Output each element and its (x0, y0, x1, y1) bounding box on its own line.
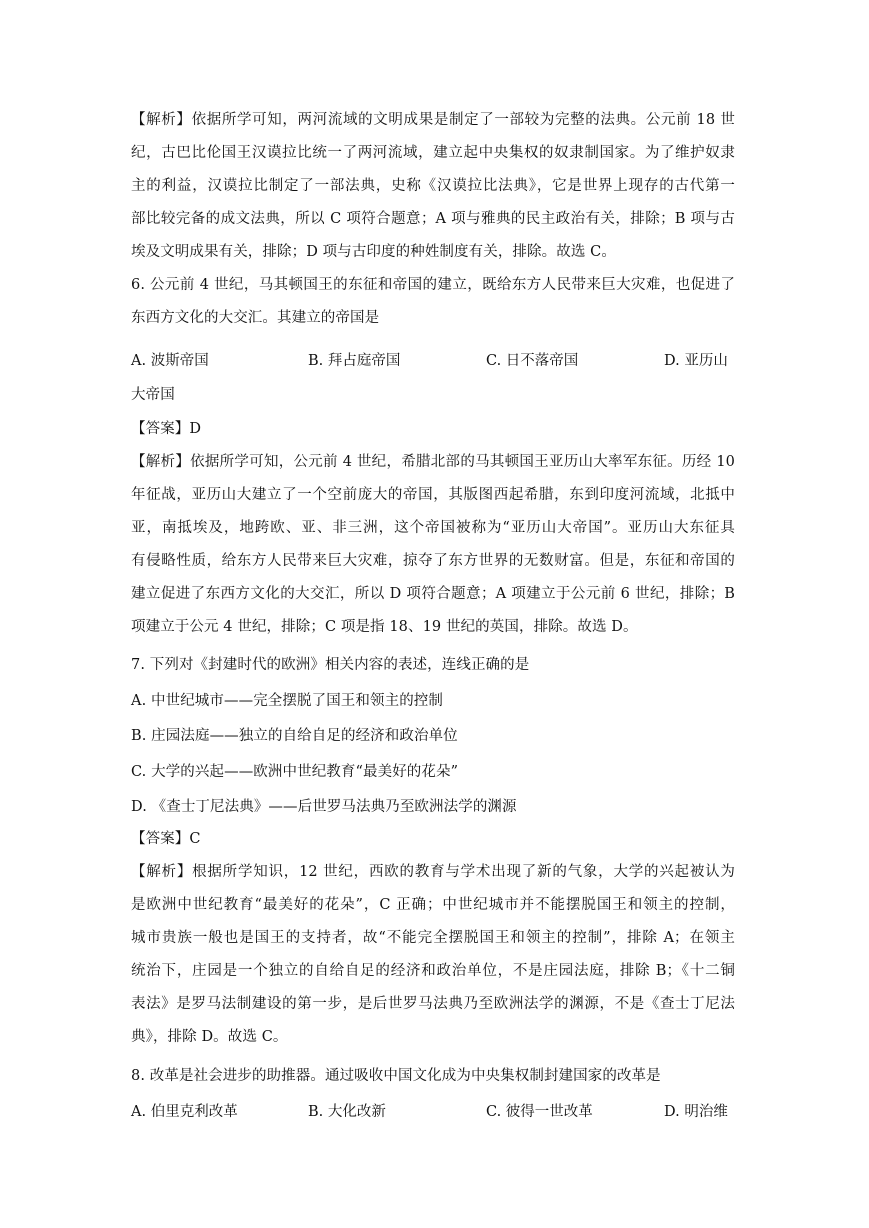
analysis-q5-line4: 部比较完备的成文法典，所以 C 项符合题意；A 项与雅典的民主政治有关，排除；B 项与古 (131, 211, 735, 227)
q8-option-c: C. 彼得一世改革 (486, 1104, 593, 1120)
analysis-q7-line1: 【解析】根据所学知识，12 世纪，西欧的教育与学术出现了新的气象，大学的兴起被认为 (131, 864, 735, 880)
q6-option-c: C. 日不落帝国 (486, 353, 579, 369)
question-8-stem: 8. 改革是社会进步的助推器。通过吸收中国文化成为中央集权制封建国家的改革是 (131, 1068, 661, 1084)
q6-option-b: B. 拜占庭帝国 (308, 353, 401, 369)
analysis-q6-line3: 亚，南抵埃及，地跨欧、亚、非三洲，这个帝国被称为“亚历山大帝国”。亚历山大东征具 (131, 520, 735, 536)
analysis-q6-line4: 有侵略性质，给东方人民带来巨大灾难，掠夺了东方世界的无数财富。但是，东征和帝国的 (131, 553, 735, 569)
analysis-q6-line6: 项建立于公元 4 世纪，排除；C 项是指 18、19 世纪的英国，排除。故选 D。 (131, 619, 638, 635)
analysis-q5-line3: 主的利益，汉谟拉比制定了一部法典，史称《汉谟拉比法典》，它是世界上现存的古代第一 (131, 178, 735, 194)
analysis-q7-line6: 典》，排除 D。故选 C。 (131, 1029, 288, 1045)
q6-option-d: D. 亚历山 (664, 353, 728, 369)
q7-option-d: D. 《查士丁尼法典》——后世罗马法典乃至欧洲法学的渊源 (131, 799, 517, 815)
analysis-q6-line5: 建立促进了东西方文化的大交汇，所以 D 项符合题意；A 项建立于公元前 6 世纪，排除；B (131, 586, 735, 602)
q6-option-a: A. 波斯帝国 (131, 353, 209, 369)
q7-option-b: B. 庄园法庭——独立的自给自足的经济和政治单位 (131, 728, 458, 744)
q7-option-a: A. 中世纪城市——完全摆脱了国王和领主的控制 (131, 693, 443, 709)
answer-q7: 【答案】C (131, 831, 201, 847)
analysis-q5-line1: 【解析】依据所学可知，两河流域的文明成果是制定了一部较为完整的法典。公元前 18 世 (131, 112, 735, 128)
question-6-stem-line1: 6. 公元前 4 世纪，马其顿国王的东征和帝国的建立，既给东方人民带来巨大灾难，也促进了 (131, 277, 735, 293)
analysis-q5-line2: 纪，古巴比伦国王汉谟拉比统一了两河流域，建立起中央集权的奴隶制国家。为了维护奴隶 (131, 145, 735, 161)
analysis-q7-line2: 是欧洲中世纪教育“最美好的花朵”，C 正确；中世纪城市并不能摆脱国王和领主的控制， (131, 897, 735, 913)
analysis-q5-line5: 埃及文明成果有关，排除；D 项与古印度的种姓制度有关，排除。故选 C。 (131, 244, 616, 260)
analysis-q7-line5: 表法》是罗马法制建设的第一步，是后世罗马法典乃至欧洲法学的渊源，不是《查士丁尼法 (131, 996, 735, 1012)
q7-option-c: C. 大学的兴起——欧洲中世纪教育“最美好的花朵” (131, 764, 459, 780)
q8-option-d: D. 明治维 (664, 1104, 728, 1120)
analysis-q6-line2: 年征战，亚历山大建立了一个空前庞大的帝国，其版图西起希腊，东到印度河流域，北抵中 (131, 487, 735, 503)
q6-option-d-continued: 大帝国 (131, 387, 175, 403)
q8-option-a: A. 伯里克利改革 (131, 1104, 238, 1120)
question-7-stem: 7. 下列对《封建时代的欧洲》相关内容的表述，连线正确的是 (131, 657, 530, 673)
analysis-q7-line4: 统治下，庄园是一个独立的自给自足的经济和政治单位，不是庄园法庭，排除 B；《十二铜 (131, 963, 735, 979)
analysis-q7-line3: 城市贵族一般也是国王的支持者，故“不能完全摆脱国王和领主的控制”，排除 A；在领主 (131, 930, 735, 946)
question-6-stem-line2: 东西方文化的大交汇。其建立的帝国是 (131, 310, 380, 326)
q8-option-b: B. 大化改新 (308, 1104, 386, 1120)
analysis-q6-line1: 【解析】依据所学可知，公元前 4 世纪，希腊北部的马其顿国王亚历山大率军东征。历经 10 (131, 454, 735, 470)
answer-q6: 【答案】D (131, 421, 202, 437)
